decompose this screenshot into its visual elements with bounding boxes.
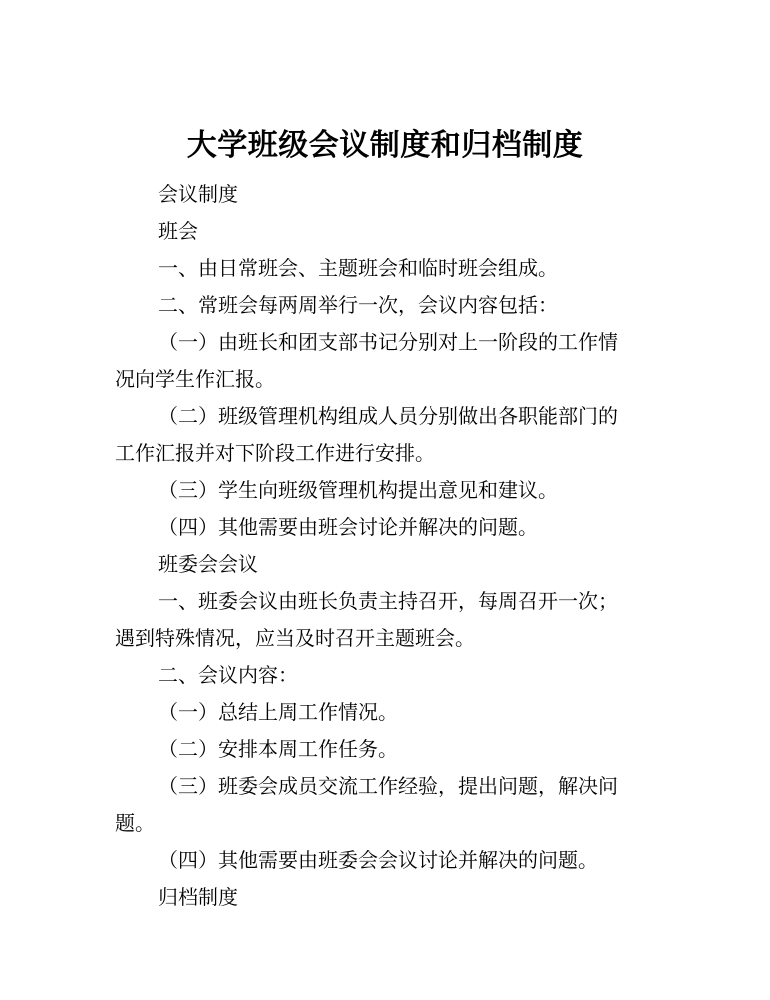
paragraph-line: 一、由日常班会、主题班会和临时班会组成。 (158, 256, 558, 280)
subsection-heading-class-meeting: 班会 (158, 219, 198, 243)
paragraph-line: 工作汇报并对下阶段工作进行安排。 (115, 441, 435, 465)
subsection-heading-committee-meeting: 班委会会议 (158, 552, 258, 576)
paragraph-line: 况向学生作汇报。 (115, 367, 275, 391)
paragraph-line: （一）总结上周工作情况。 (158, 700, 398, 724)
paragraph-line: 二、会议内容： (158, 663, 298, 687)
paragraph-line: （三）学生向班级管理机构提出意见和建议。 (158, 478, 558, 502)
section-heading-meeting-system: 会议制度 (158, 182, 238, 206)
document-title: 大学班级会议制度和归档制度 (186, 128, 584, 163)
paragraph-line: （四）其他需要由班委会会议讨论并解决的问题。 (158, 848, 598, 872)
section-heading-archive-system: 归档制度 (158, 885, 238, 909)
paragraph-line: 遇到特殊情况，应当及时召开主题班会。 (115, 626, 475, 650)
paragraph-line: （三）班委会成员交流工作经验，提出问题，解决问 (158, 774, 618, 798)
paragraph-line: （一）由班长和团支部书记分别对上一阶段的工作情 (158, 330, 618, 354)
paragraph-line: 一、班委会议由班长负责主持召开，每周召开一次； (158, 589, 618, 613)
paragraph-line: 题。 (115, 811, 155, 835)
paragraph-line: （四）其他需要由班会讨论并解决的问题。 (158, 515, 538, 539)
paragraph-line: （二）安排本周工作任务。 (158, 737, 398, 761)
document-body (115, 176, 655, 916)
paragraph-line: 二、常班会每两周举行一次，会议内容包括： (158, 293, 558, 317)
paragraph-line: （二）班级管理机构组成人员分别做出各职能部门的 (158, 404, 618, 428)
